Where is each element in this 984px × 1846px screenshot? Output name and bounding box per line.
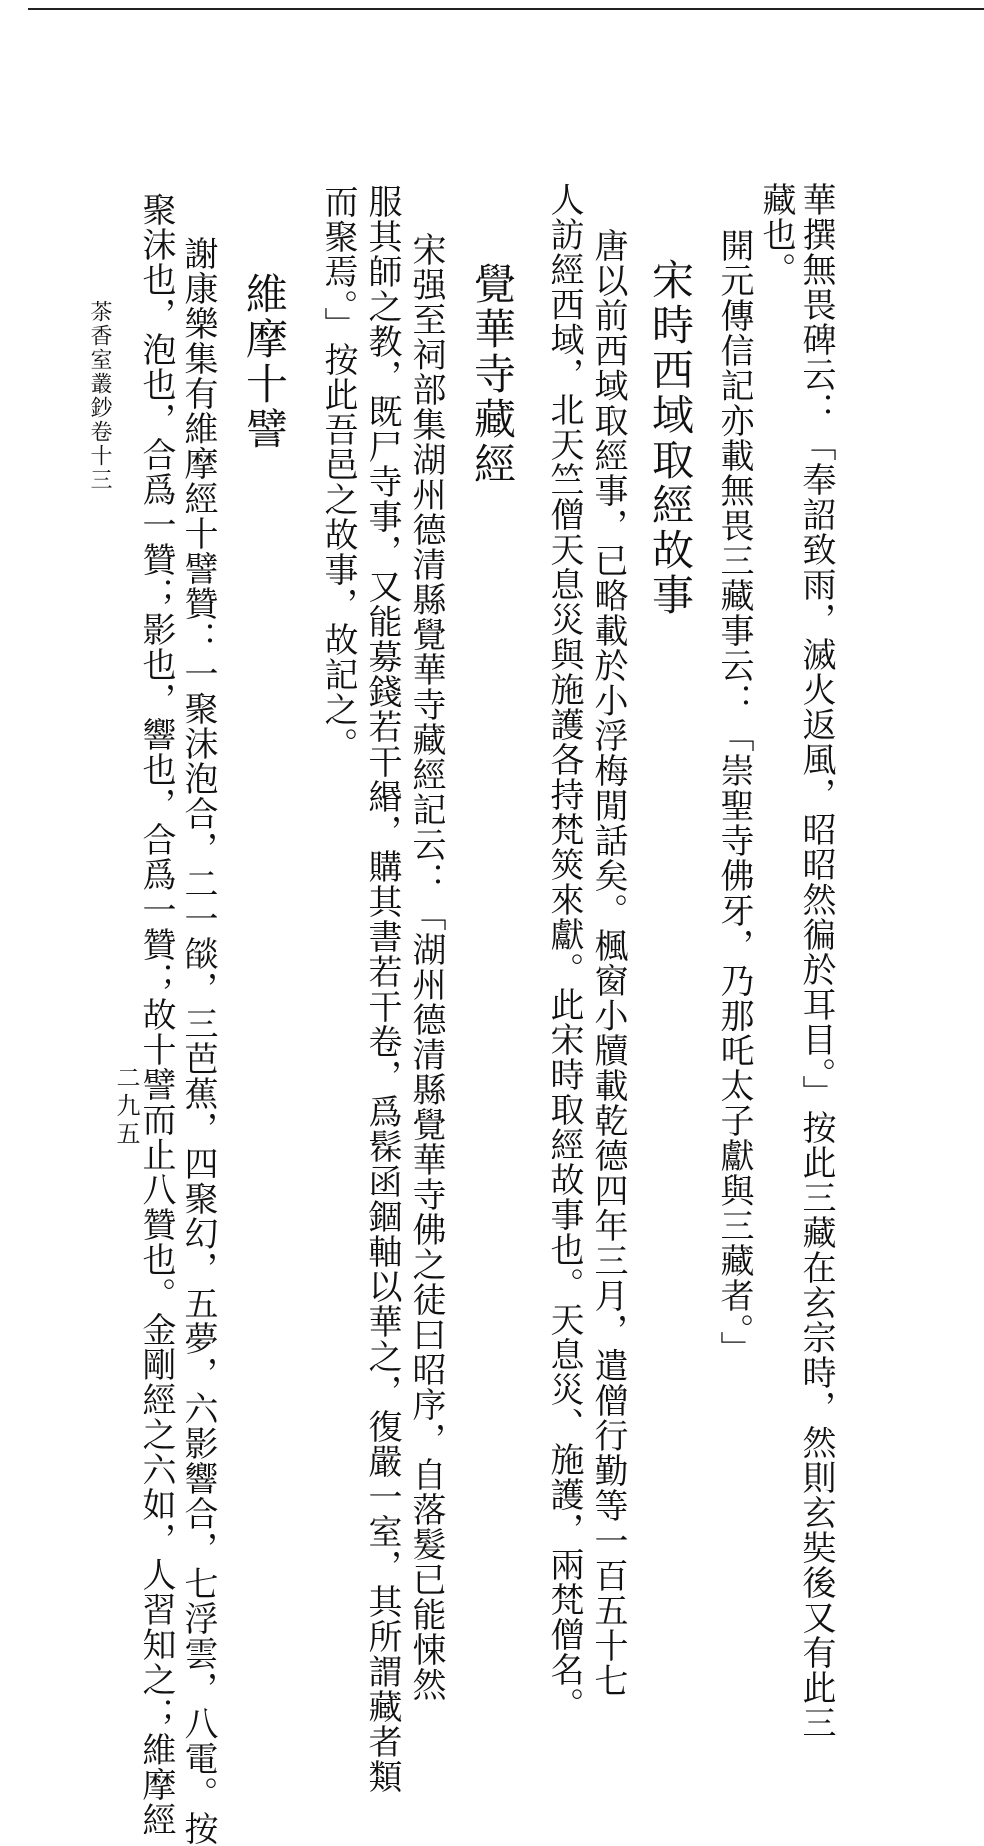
section-heading-vimalakirti: 維摩十譬 [240,272,289,452]
text-column-6: 人訪經西域，北天竺僧天息災與施護各持梵筴來獻。此宋時取經故事也。天息災、施護，兩梵僧名。 [544,182,584,1722]
running-title: 茶香室叢鈔卷十三 [87,300,112,492]
text-column-10: 而聚焉。」按此吾邑之故事，故記之。 [318,184,358,762]
text-column-8: 宋强至祠部集湖州德清縣覺華寺藏經記云：「湖州德清縣覺華寺佛之徒曰昭序，自落髮已能悚然 [406,232,446,1702]
text-column-9: 服其師之教，既尸寺事，又能募錢若干緡，購其書若干卷，爲髹函錮軸以華之，復嚴一室，其所謂藏者類 [362,184,402,1794]
text-column-12: 謝康樂集有維摩經十譬贊：一聚沫泡合，二一燄，三芭蕉，四聚幻，五夢，六影響合，七浮雲，八電。按 [178,236,218,1846]
text-column-13: 聚沫也，泡也，合爲一贊；影也，響也，合爲一贊；故十譬而止八贊也。金剛經之六如，人習知之；維摩經 [136,192,176,1837]
text-column-3: 開元傳信記亦載無畏三藏事云：「崇聖寺佛牙，乃那吒太子獻與三藏者。」 [714,228,754,1366]
section-heading-song-sutra: 宋時西域取經故事 [646,258,695,618]
text-column-2: 藏也。 [756,182,796,287]
page-number: 二九五 [112,1065,140,1149]
text-column-5: 唐以前西域取經事，已略載於小浮梅閒話矣。楓窗小牘載乾德四年三月，遣僧行勤等一百五十七 [588,228,628,1698]
section-heading-juehua-temple: 覺華寺藏經 [468,262,517,487]
text-column-1: 華撰無畏碑云：「奉詔致雨，滅火返風，昭昭然徧於耳目。」按此三藏在玄宗時，然則玄奘後又有此三 [796,182,836,1740]
